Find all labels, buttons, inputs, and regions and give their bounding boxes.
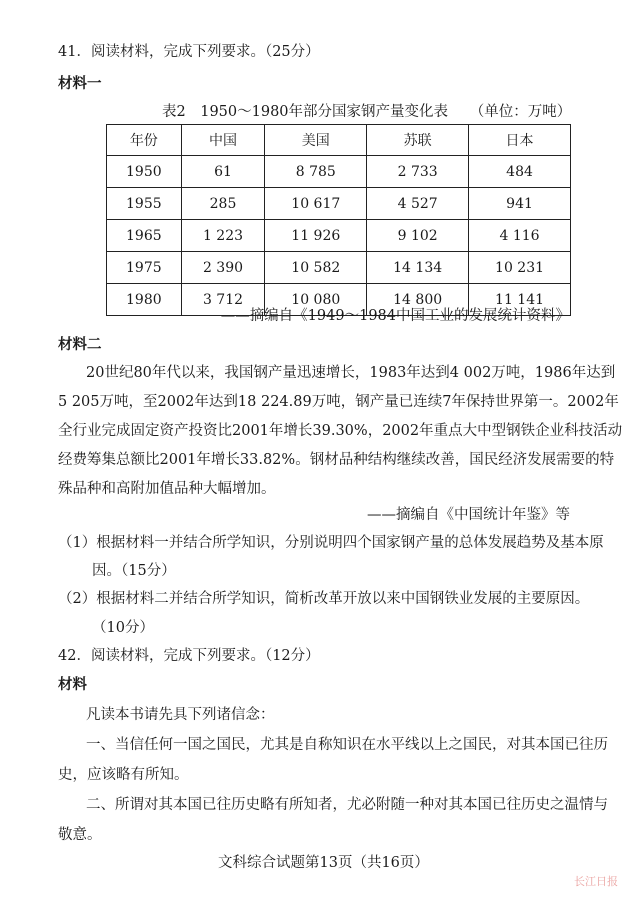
table-cell: 941 — [469, 188, 571, 220]
q42-line: 一、当信任何一国之国民，尤其是自称知识在水平线以上之国民，对其本国已往历 — [86, 737, 608, 753]
page-footer: 文科综合试题第13页（共16页） — [218, 855, 429, 871]
table-row — [107, 252, 571, 284]
table-row — [107, 156, 571, 188]
table-cell: 1955 — [107, 188, 182, 220]
table-cell: 10 582 — [265, 252, 367, 284]
q42-line: 二、所谓对其本国已往历史略有所知者，尤必附随一种对其本国已往历史之温情与 — [86, 797, 608, 813]
table-cell: 1980 — [107, 284, 182, 316]
material-2-line: 5 205万吨，至2002年达到18 224.89万吨，钢产量已连续7年保持世界第一。2002年 — [58, 394, 619, 410]
q42-line: 凡读本书请先具下列诸信念： — [86, 707, 275, 723]
table-cell: 1 223 — [181, 220, 265, 252]
steel-production-table — [106, 124, 571, 316]
material-2-line: 殊品种和高附加值品种大幅增加。 — [58, 481, 276, 497]
table-header-cell: 日本 — [469, 125, 571, 156]
sub-question-1: （1）根据材料一并结合所学知识，分别说明四个国家钢产量的总体发展趋势及基本原 — [58, 535, 604, 551]
sub-question-2: （2）根据材料二并结合所学知识，简析改革开放以来中国钢铁业发展的主要原因。 — [58, 591, 590, 607]
material-2-label: 材料二 — [58, 336, 102, 353]
q42-line: 敬意。 — [58, 827, 102, 843]
table-cell: 8 785 — [265, 156, 367, 188]
table-cell: 1950 — [107, 156, 182, 188]
table-header-cell: 年份 — [107, 125, 182, 156]
table-cell: 1965 — [107, 220, 182, 252]
table-cell: 11 141 — [469, 284, 571, 316]
table-cell: 4 527 — [367, 188, 469, 220]
table-cell: 4 116 — [469, 220, 571, 252]
table-row — [107, 220, 571, 252]
sub-question-1-cont: 因。（15分） — [92, 563, 176, 579]
table-caption: 表2 1950～1980年部分国家钢产量变化表 （单位：万吨） — [162, 104, 572, 120]
table-cell: 2 733 — [367, 156, 469, 188]
source-citation-1: ——摘编自《1949～1984中国工业的发展统计资料》 — [220, 308, 570, 324]
table-cell: 11 926 — [265, 220, 367, 252]
material-2-line: 20世纪80年代以来，我国钢产量迅速增长，1983年达到4 002万吨，1986年达到 — [86, 365, 616, 381]
material-2-line: 全行业完成固定资产投资比2001年增长39.30%，2002年重点大中型钢铁企业科技活动 — [58, 423, 623, 439]
table-header-cell: 美国 — [265, 125, 367, 156]
table-header-cell: 苏联 — [367, 125, 469, 156]
sub-question-2-cont: （10分） — [92, 620, 154, 636]
table-cell: 14 800 — [367, 284, 469, 316]
material-1-label: 材料一 — [58, 75, 102, 92]
q41-heading: 41．阅读材料，完成下列要求。（25分） — [58, 44, 320, 60]
table-header-cell: 中国 — [181, 125, 265, 156]
q42-line: 史，应该略有所知。 — [58, 767, 189, 783]
source-citation-2: ——摘编自《中国统计年鉴》等 — [367, 507, 570, 523]
watermark-logo: 长江日报 — [574, 875, 618, 888]
table-cell: 285 — [181, 188, 265, 220]
q42-heading: 42．阅读材料，完成下列要求。（12分） — [58, 648, 320, 664]
table-cell: 10 080 — [265, 284, 367, 316]
table-cell: 3 712 — [181, 284, 265, 316]
material-2-line: 经费筹集总额比2001年增长33.82%。钢材品种结构继续改善，国民经济发展需要的特 — [58, 452, 615, 468]
table-row — [107, 188, 571, 220]
table-cell: 1975 — [107, 252, 182, 284]
table-cell: 61 — [181, 156, 265, 188]
table-cell: 10 617 — [265, 188, 367, 220]
table-cell: 484 — [469, 156, 571, 188]
table-cell: 14 134 — [367, 252, 469, 284]
material-label: 材料 — [58, 676, 87, 693]
table-cell: 2 390 — [181, 252, 265, 284]
table-cell: 9 102 — [367, 220, 469, 252]
table-header-row — [107, 125, 571, 156]
table-cell: 10 231 — [469, 252, 571, 284]
